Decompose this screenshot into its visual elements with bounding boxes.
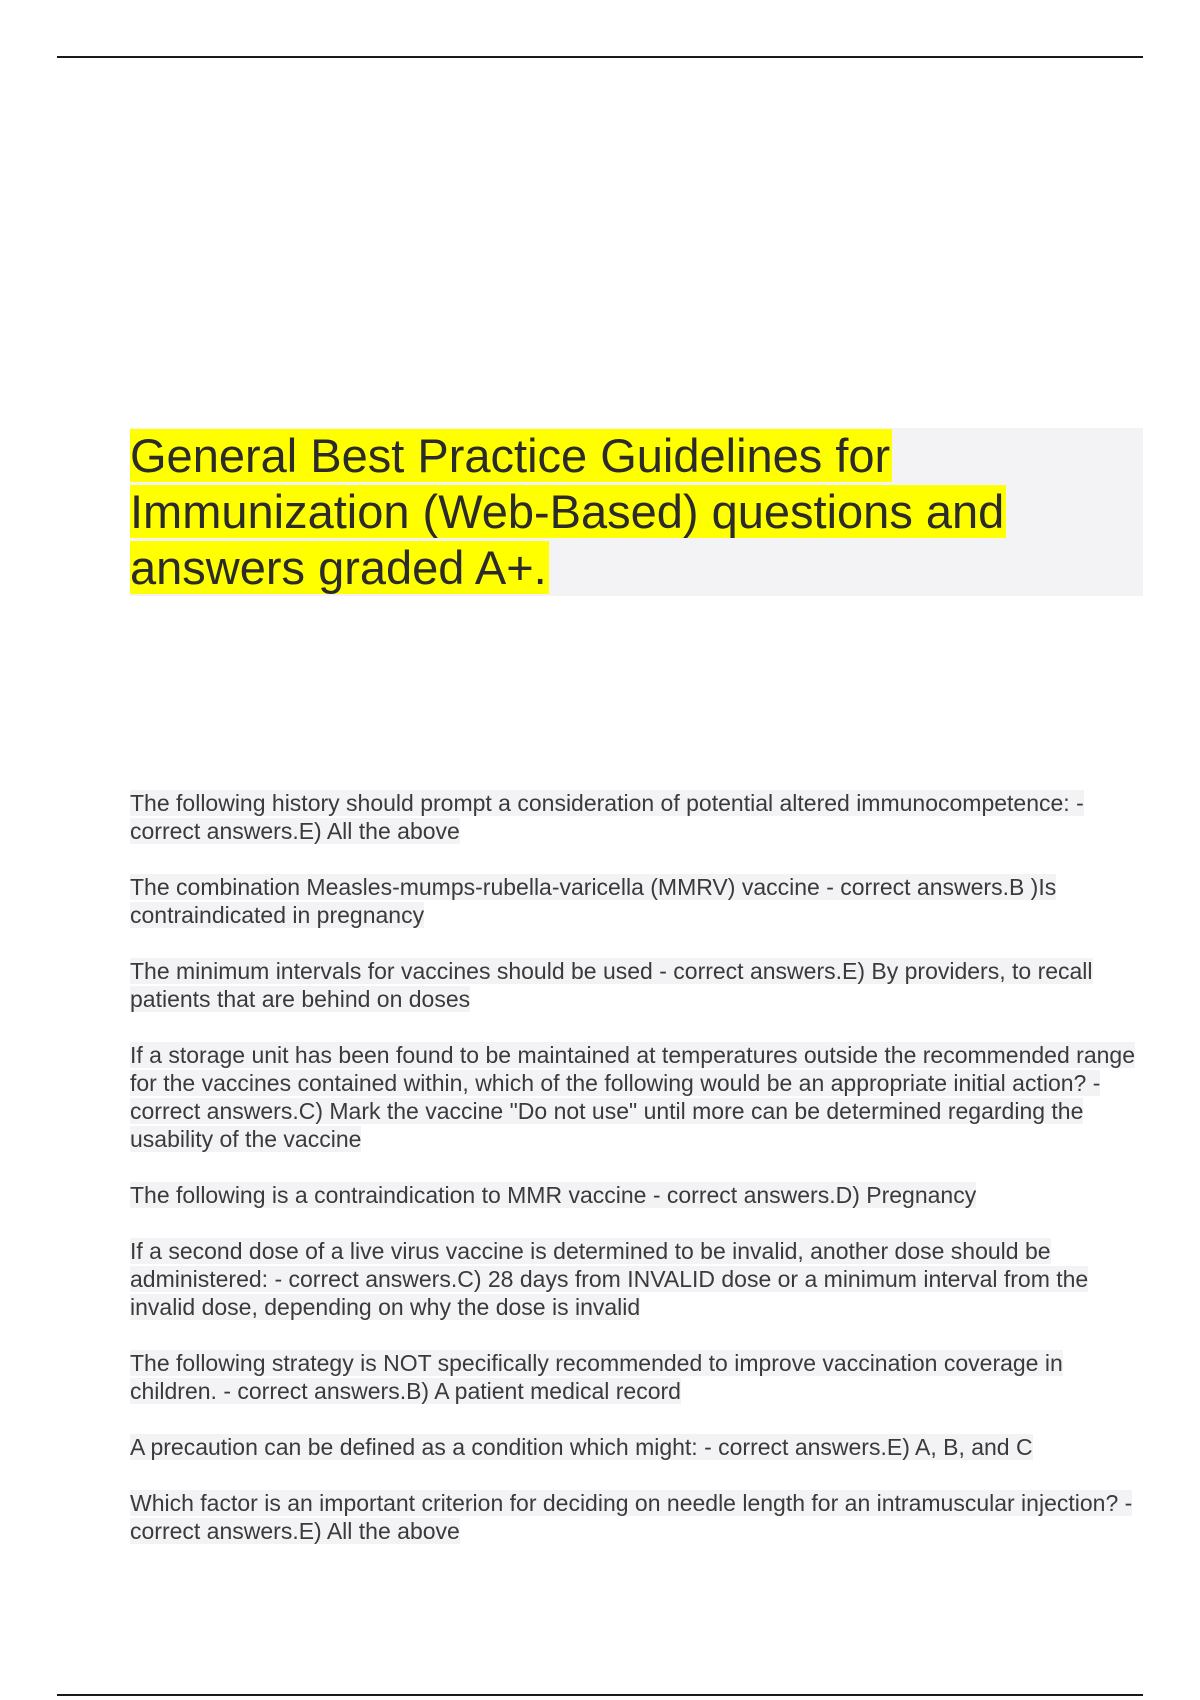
qa-text: The following strategy is NOT specifically recommended to improve vaccination coverage in children. - correct answers.B) A patient medical record xyxy=(130,1350,1063,1404)
qa-item xyxy=(130,1041,1143,1153)
qa-item xyxy=(130,1489,1143,1545)
qa-item xyxy=(130,1433,1143,1461)
qa-list xyxy=(130,789,1143,1573)
qa-item xyxy=(130,1349,1143,1405)
qa-text: The following is a contraindication to MMR vaccine - correct answers.D) Pregnancy xyxy=(130,1182,977,1208)
document-title xyxy=(130,428,1090,596)
qa-text: If a second dose of a live virus vaccine is determined to be invalid, another dose should be administered: - correct answers.C) 28 days from INVALID dose or a minimum interval from the invalid dose, depending on why the dose is invalid xyxy=(130,1238,1089,1320)
top-rule xyxy=(57,56,1143,58)
qa-text: The combination Measles-mumps-rubella-varicella (MMRV) vaccine - correct answers.B )Is contraindicated in pregnancy xyxy=(130,874,1057,928)
bottom-rule xyxy=(57,1694,1143,1696)
title-highlight: General Best Practice Guidelines for Immunization (Web-Based) questions and answers graded A+. xyxy=(130,429,1005,594)
qa-item xyxy=(130,1181,1143,1209)
qa-item xyxy=(130,1237,1143,1321)
qa-item xyxy=(130,957,1143,1013)
title-block xyxy=(130,428,1143,596)
qa-text: The minimum intervals for vaccines should be used - correct answers.E) By providers, to recall patients that are behind on doses xyxy=(130,958,1093,1012)
qa-item xyxy=(130,873,1143,929)
qa-text: The following history should prompt a consideration of potential altered immunocompetence: - correct answers.E) All the above xyxy=(130,790,1084,844)
qa-text: Which factor is an important criterion for deciding on needle length for an intramuscular injection? - correct answers.E) All the above xyxy=(130,1490,1133,1544)
qa-text: If a storage unit has been found to be maintained at temperatures outside the recommended range for the vaccines contained within, which of the following would be an appropriate initial action? - correct answers.C) Mark the vaccine "Do not use" until more can be determined regarding the usability of the vaccine xyxy=(130,1042,1135,1152)
qa-item xyxy=(130,789,1143,845)
qa-text: A precaution can be defined as a condition which might: - correct answers.E) A, B, and C xyxy=(130,1434,1033,1460)
